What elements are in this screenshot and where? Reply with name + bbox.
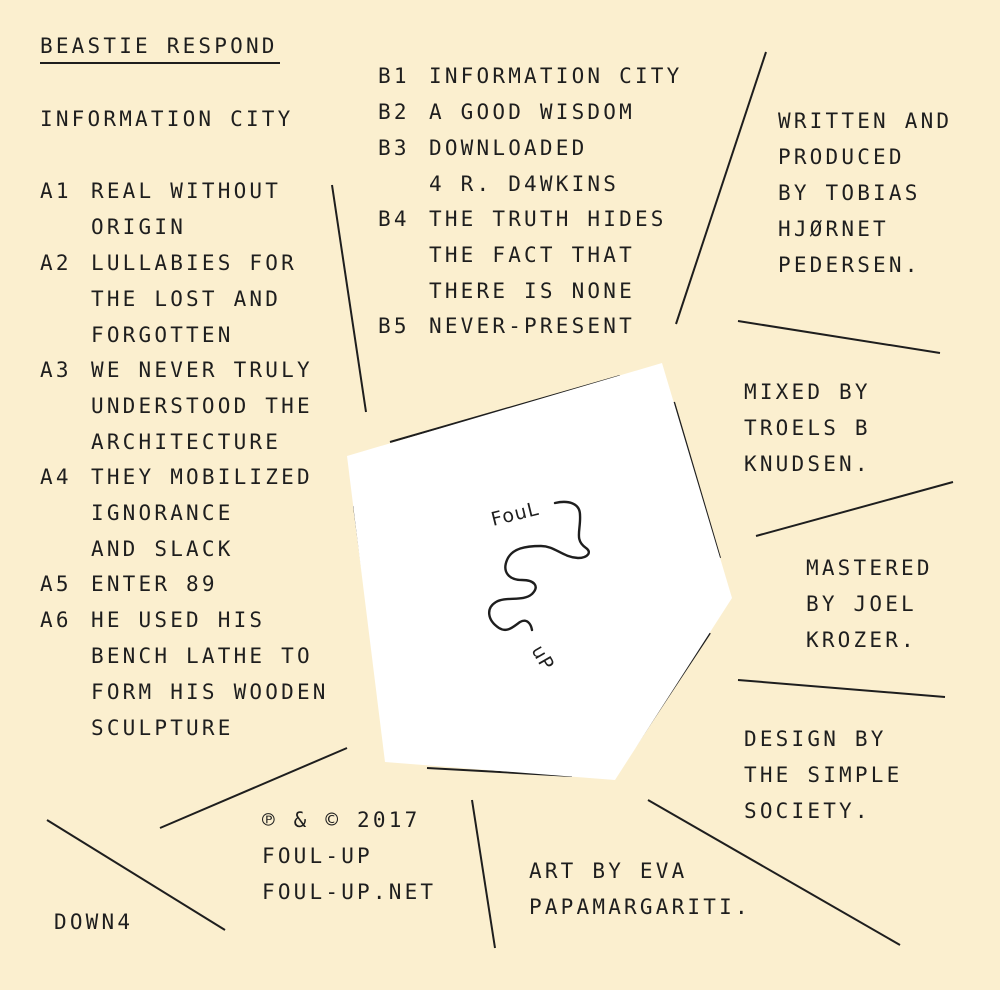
track-number: B1 [378, 64, 410, 88]
track-number: A5 [40, 572, 72, 596]
track-title: REAL WITHOUT ORIGIN [91, 179, 282, 239]
track-title: WE NEVER TRULY UNDERSTOOD THE ARCHITECTURE [91, 358, 313, 454]
track-number: A1 [40, 179, 72, 203]
album-title: INFORMATION CITY [40, 107, 294, 131]
credit-mixed: MIXED BY TROELS B KNUDSEN. [744, 380, 871, 476]
track-title: HE USED HIS BENCH LATHE TO FORM HIS WOODEN SCULPTURE [91, 608, 329, 740]
credit-written-produced: WRITTEN AND PRODUCED BY TOBIAS HJØRNET PEDERSEN. [778, 109, 953, 277]
track-title: LULLABIES FOR THE LOST AND FORGOTTEN [91, 251, 297, 347]
track-number: A4 [40, 465, 72, 489]
track-number: A2 [40, 251, 72, 275]
track-title: THE TRUTH HIDES THE FACT THAT THERE IS NONE [429, 207, 667, 303]
label-website: FOUL-UP.NET [262, 880, 437, 904]
track-number: B2 [378, 100, 410, 124]
credit-mastered: MASTERED BY JOEL KROZER. [806, 556, 933, 652]
track-number: A6 [40, 608, 72, 632]
label-name: FOUL-UP [262, 844, 373, 868]
track-number: A3 [40, 358, 72, 382]
catalog-number: DOWN4 [54, 910, 134, 934]
copyright-line: ℗ & © 2017 [262, 808, 421, 832]
credit-art: ART BY EVA PAPAMARGARITI. [529, 859, 751, 919]
track-number: B4 [378, 207, 410, 231]
track-title: DOWNLOADED 4 R. D4WKINS [429, 136, 620, 196]
artist-name: BEASTIE RESPOND [40, 30, 280, 64]
track-title: ENTER 89 [91, 572, 218, 596]
credit-design: DESIGN BY THE SIMPLE SOCIETY. [744, 727, 903, 823]
track-title: NEVER-PRESENT [429, 314, 635, 338]
logo-word-bottom: uP [526, 641, 559, 675]
track-title: A GOOD WISDOM [429, 100, 635, 124]
track-title: THEY MOBILIZED IGNORANCE AND SLACK [91, 465, 313, 561]
track-number: B3 [378, 136, 410, 160]
track-number: B5 [378, 314, 410, 338]
track-title: INFORMATION CITY [429, 64, 683, 88]
center-label-shape [347, 363, 732, 780]
logo-word-top: FouL [488, 497, 542, 531]
